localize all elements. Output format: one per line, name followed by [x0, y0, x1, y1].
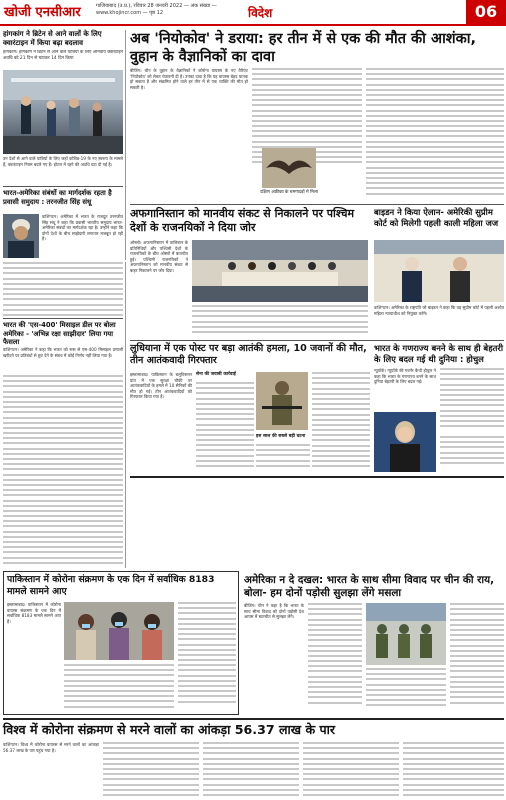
china-body-col4 — [450, 603, 504, 713]
hochul-photo — [374, 412, 436, 472]
bat-photo-caption: दक्षिण अफ्रीका के चमगादड़ों में मिला — [260, 190, 318, 195]
headline-world-covid: विश्व में कोरोना संक्रमण से मरने वालों का आंकड़ा 56.37 लाख के पार — [3, 722, 336, 737]
headline-attack: लुधियाना में एक पोस्ट पर बड़ा आतंकी हमला, 10 जवानों की मौत, तीन आतंकवादी गिरफ्तार — [130, 343, 367, 366]
hongkong-body: उन देशों से आने वाले यात्रियों के लिए जहाँ कोविड-19 के नए स्वरूप के मामले हैं, क्वारंटाइन नियम बदले गए हैं। होटल में रहने की अवधि घटा दी गई है। — [3, 156, 123, 167]
headline-afghanistan: अफगानिस्तान को मानवीय संकट से निकालने पर पश्चिम देशों के राजनयिकों ने दिया जोर — [130, 207, 355, 234]
china-body-col2 — [308, 603, 362, 713]
newspaper-logo: खोजी एनसीआर — [4, 5, 81, 20]
world-covid-col2 — [103, 742, 199, 798]
masthead-info: गाजियाबाद (उ.प्र.), रविवार 28 जनवरी 2022 — अंक संख्या — www.khojincr.com — पृष्ठ 12 — [96, 3, 217, 16]
biden-body: वाशिंगटन। अमेरिका के राष्ट्रपति जो बाइडन ने कहा कि वह सुप्रीम कोर्ट में पहली अश्वेत महिला न्यायाधीश को नियुक्त करेंगे। — [374, 305, 504, 316]
s400-body-continued — [3, 375, 123, 567]
attack-body: इस्लामाबाद। पाकिस्तान के बलूचिस्तान प्रांत में एक सुरक्षा चौकी पर आतंकवादियों के हमले में 10 सैनिकों की मौत हो गई। तीन आतंकवादियों को गिरफ्तार किया गया है। — [130, 372, 192, 400]
world-covid-col3 — [203, 742, 299, 798]
page-number: 06 — [466, 0, 506, 24]
pakistan-body-col3 — [178, 602, 236, 712]
column-rule — [125, 30, 126, 260]
afghanistan-body: ओस्लो। अफगानिस्तान में तालिबान के प्रतिनिधियों और पश्चिमी देशों के राजनयिकों के बीच ओस्लो में बातचीत हुई। पश्चिमी राजनयिकों ने अफगानिस्तान को मानवीय संकट से बाहर निकालने पर जोर दिया। — [130, 240, 188, 273]
headline-pakistan: पाकिस्तान में कोरोना संक्रमण के एक दिन में सर्वाधिक 8183 मामले सामने आए — [7, 574, 215, 597]
headline-china: अमेरिका न दे दखल: भारत के साथ सीमा विवाद पर चीन की राय, बोला- हम दोनों पड़ोसी सुलझा लेंगे मसला — [244, 574, 495, 599]
neocov-right-body — [366, 68, 504, 198]
pakistan-body: इस्लामाबाद। पाकिस्तान में कोरोना वायरस संक्रमण के एक दिन में सर्वाधिक 8183 मामले सामने आए हैं। — [7, 602, 61, 624]
pakistan-photo — [64, 602, 174, 660]
china-body-under-photo — [366, 668, 446, 712]
sandhu-photo — [3, 214, 39, 258]
headline-neocov: अब 'नियोकोव' ने डराया: हर तीन में से एक की मौत की आशंका, वुहान के वैज्ञानिकों का दावा — [130, 31, 477, 65]
china-soldiers-photo — [366, 603, 446, 665]
neocov-body: बीजिंग। चीन के वुहान के वैज्ञानिकों ने कोरोना वायरस के नए वैरिएंट 'नियोकोव' को लेकर चेतावनी दी है। उनका दावा है कि यह वायरस बेहद घातक हो सकता है और संक्रमित होने वाले हर तीन में से एक व्यक्ति की मौत हो सकती है। — [130, 68, 248, 90]
soldier-photo — [256, 372, 308, 430]
sandhu-body-continued — [3, 262, 123, 316]
hongkong-intro: हांगकांग। हांगकांग ने ब्रिटेन से आने वाले यात्रियों के लिए अनिवार्य क्वारंटाइन अवधि को 21 दिन से घटाकर 14 दिन किया — [3, 50, 123, 61]
afghanistan-body-continued — [192, 305, 368, 337]
china-body: बीजिंग। चीन ने कहा है कि भारत के साथ सीमा विवाद को दोनों पड़ोसी देश आपस में बातचीत से सुलझा लेंगे। — [244, 603, 304, 620]
world-covid-col5 — [403, 742, 504, 798]
headline-biden: बाइडन ने किया ऐलान- अमेरिकी सुप्रीम कोर्ट को मिलेगी पहली काली महिला जज — [374, 207, 499, 228]
oslo-talks-photo — [192, 240, 368, 302]
sandhu-body: वाशिंगटन। अमेरिका में भारत के राजदूत तरनजीत सिंह संधू ने कहा कि प्रवासी भारतीय समुदाय भारत-अमेरिका संबंधों का मार्गदर्शक रहा है। उन्होंने कहा कि दोनों देशों के बीच साझेदारी लगातार मजबूत हो रही है। — [42, 214, 123, 242]
bat-photo — [262, 148, 316, 188]
headline-s400: भारत की 'एस-400' मिसाइल डील पर बोला अमेरिका - 'अभिन्न रक्षा साझीदार' लिया गया फैसला — [3, 321, 116, 347]
attack-body-col3 — [256, 444, 310, 472]
section-name: विदेश — [248, 6, 273, 20]
hongkong-airport-photo — [3, 70, 123, 154]
biden-photo — [374, 240, 504, 302]
column-rule — [125, 262, 126, 568]
world-covid-body: वाशिंगटन। विश्व में कोरोना वायरस से मरने वालों का आंकड़ा 56.37 लाख के पार पहुंच गया है। — [3, 742, 99, 753]
attack-body-col4 — [312, 372, 370, 472]
s400-body: वाशिंगटन। अमेरिका ने कहा कि भारत को रूस से एस-400 मिसाइल प्रणाली खरीदने पर प्रतिबंधों से छूट देने के संबंध में कोई निर्णय नहीं लिया गया है। — [3, 347, 123, 358]
headline-sandhu: भारत-अमेरिका संबंधों का मार्गदर्शक रहता है प्रवासी समुदाय : तरनजीत सिंह संधू — [3, 189, 112, 206]
hochul-body-continued — [440, 368, 504, 432]
headline-hongkong: हांगकांग ने ब्रिटेन से आने वालों के लिए क्वारंटाइन में किया बढ़ा बदलाव — [3, 30, 102, 47]
hochul-body-col3 — [440, 436, 504, 472]
world-covid-col4 — [303, 742, 399, 798]
attack-subhead-1: सेना की जवाबी कार्रवाई — [196, 372, 236, 377]
masthead — [0, 0, 506, 26]
attack-body-continued — [196, 382, 254, 472]
pakistan-body-under-photo — [64, 664, 174, 712]
attack-subhead-2: इस साल की सबसे बड़ी घटना — [256, 434, 306, 439]
hochul-body: न्यूयॉर्क। न्यूयॉर्क की गवर्नर कैथी होचुल ने कहा कि भारत के गणराज्य बनने के साथ दुनिया बेहतरी के लिए बदल गई। — [374, 368, 436, 385]
headline-hochul: भारत के गणराज्य बनने के साथ ही बेहतरी के लिए बदल गई थी दुनिया : होचुल — [374, 343, 504, 364]
